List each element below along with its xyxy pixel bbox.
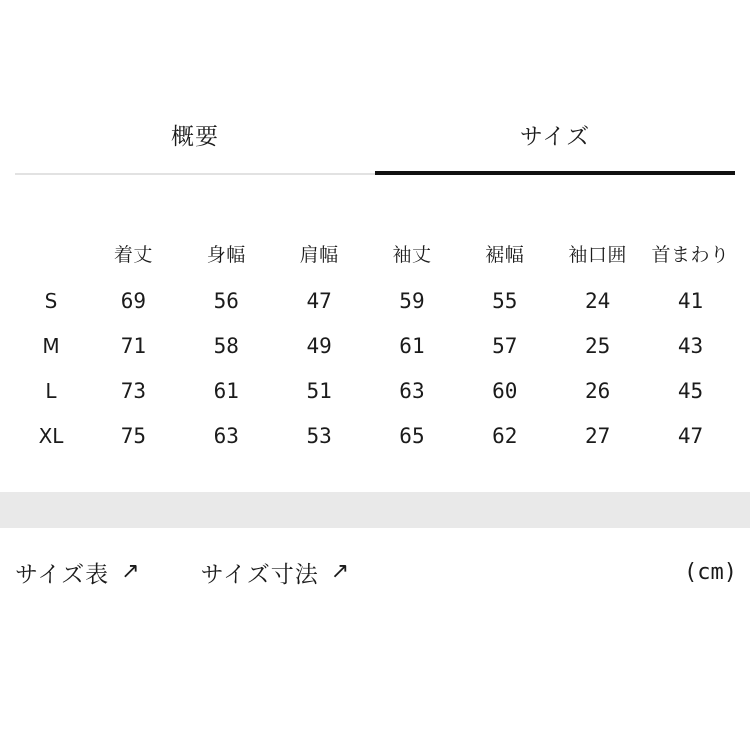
row-header-l: L bbox=[45, 378, 57, 403]
cell-m-sodetake: 61 bbox=[399, 333, 425, 358]
cell-l-katahaba: 51 bbox=[306, 378, 332, 403]
tab-bar bbox=[15, 118, 735, 175]
table-row bbox=[15, 323, 737, 368]
table-header bbox=[15, 228, 737, 278]
table-row bbox=[15, 368, 737, 413]
cell-m-sodeguchii: 25 bbox=[584, 333, 611, 358]
external-link-icon: ↗ bbox=[121, 558, 141, 584]
column-header-katahaba: 肩幅 bbox=[299, 243, 339, 266]
cell-l-kubimawari: 45 bbox=[677, 378, 704, 403]
column-header-sodeguchii: 袖口囲 bbox=[568, 243, 627, 266]
table-body bbox=[15, 278, 737, 458]
tab-size[interactable]: サイズ bbox=[375, 118, 735, 175]
cell-l-sodeguchii: 26 bbox=[584, 378, 611, 403]
cell-l-sodetake: 63 bbox=[399, 378, 425, 403]
cell-m-kubimawari: 43 bbox=[677, 333, 704, 358]
cell-m-susohaba: 57 bbox=[492, 333, 518, 358]
cell-l-mihaba: 61 bbox=[213, 378, 239, 403]
cell-xl-mihaba: 63 bbox=[213, 423, 239, 448]
cell-l-kitake: 73 bbox=[120, 378, 147, 403]
cell-m-katahaba: 49 bbox=[306, 333, 332, 358]
row-header-s: S bbox=[44, 288, 58, 313]
cell-xl-katahaba: 53 bbox=[306, 423, 332, 448]
column-header-sodetake: 袖丈 bbox=[392, 243, 432, 266]
external-link-icon: ↗ bbox=[330, 558, 351, 584]
cell-s-katahaba: 47 bbox=[306, 288, 332, 313]
column-header-kubimawari: 首まわり bbox=[651, 243, 730, 266]
cell-s-sodeguchii: 24 bbox=[584, 288, 611, 313]
size-chart-link[interactable] bbox=[15, 556, 141, 589]
cell-xl-susohaba: 62 bbox=[492, 423, 518, 448]
cell-xl-kitake: 75 bbox=[120, 423, 147, 448]
cell-xl-sodetake: 65 bbox=[399, 423, 425, 448]
cell-s-sodetake: 59 bbox=[399, 288, 425, 313]
tab-overview[interactable]: 概要 bbox=[15, 118, 375, 175]
column-header-mihaba: 身幅 bbox=[206, 243, 246, 266]
table-row bbox=[15, 413, 737, 458]
table-row bbox=[15, 278, 737, 323]
table-corner-cell bbox=[15, 228, 87, 278]
unit-label: (cm) bbox=[684, 560, 737, 585]
row-header-m: M bbox=[42, 333, 60, 358]
cell-s-susohaba: 55 bbox=[492, 288, 518, 313]
cell-l-susohaba: 60 bbox=[492, 378, 518, 403]
size-measurement-link-label: サイズ寸法 bbox=[200, 562, 319, 588]
column-header-susohaba: 裾幅 bbox=[485, 243, 525, 266]
cell-s-kubimawari: 41 bbox=[677, 288, 704, 313]
footer-links bbox=[15, 556, 737, 589]
cell-m-kitake: 71 bbox=[120, 333, 147, 358]
size-table bbox=[15, 228, 737, 458]
size-measurement-link[interactable] bbox=[201, 556, 351, 589]
cell-m-mihaba: 58 bbox=[213, 333, 239, 358]
cell-xl-kubimawari: 47 bbox=[677, 423, 704, 448]
size-table-wrapper bbox=[15, 228, 737, 458]
row-header-xl: XL bbox=[38, 423, 64, 448]
cell-s-kitake: 69 bbox=[120, 288, 147, 313]
column-header-kitake: 着丈 bbox=[113, 243, 153, 266]
section-divider-band bbox=[0, 492, 750, 528]
size-chart-link-label: サイズ表 bbox=[15, 562, 110, 588]
table-header-row bbox=[15, 228, 737, 278]
cell-xl-sodeguchii: 27 bbox=[584, 423, 611, 448]
cell-s-mihaba: 56 bbox=[213, 288, 239, 313]
